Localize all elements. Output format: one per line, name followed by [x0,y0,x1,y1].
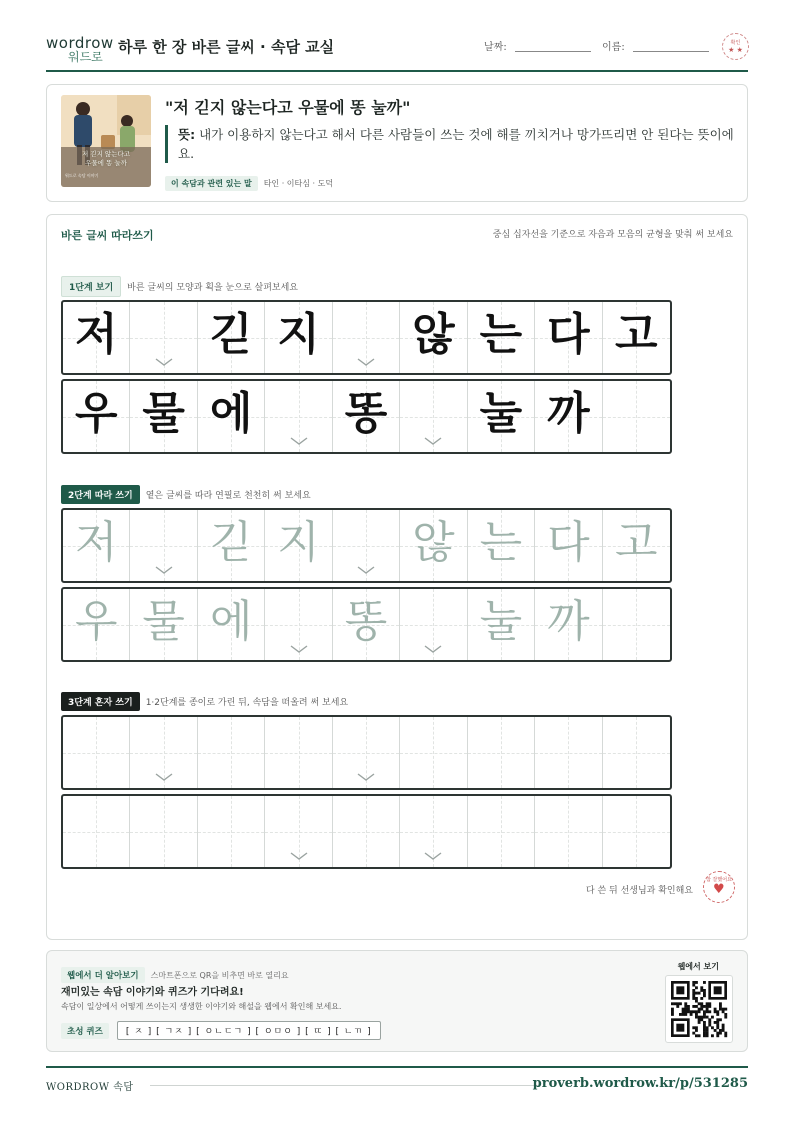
step-3-row-2[interactable] [61,794,672,869]
logo-wordmark: wordrow [46,34,114,52]
well-done-stamp-icon [703,871,735,903]
grid-cell[interactable] [265,589,332,660]
grid-cell[interactable] [333,589,400,660]
grid-cell[interactable] [400,717,467,788]
check-stamp-icon [722,33,749,60]
grid-cell[interactable] [400,589,467,660]
guide-horizontal [130,832,196,833]
related-words: 타인 · 이타심 · 도덕 [263,179,334,188]
model-letter: 지 [277,309,320,360]
grid-cell[interactable] [63,796,130,867]
guide-horizontal [535,832,601,833]
guide-horizontal [468,832,534,833]
wordrow-logo [46,34,114,64]
grid-cell[interactable] [603,717,670,788]
trace-letter: 저 [74,517,118,568]
guide-horizontal [468,753,534,754]
step-3-desc: 1·2단계를 종이로 가린 뒤, 속담을 떠올려 써 보세요 [145,698,349,708]
meaning-text [178,125,735,163]
model-letter: 에 [209,388,253,439]
grid-cell [603,381,670,452]
space-marker-icon [424,852,442,861]
grid-cell [63,302,130,373]
model-letter: 다 [547,309,590,360]
guide-horizontal [333,546,399,547]
trace-letter: 지 [277,517,320,568]
web-sub: 스마트폰으로 QR을 비추면 바로 열리요 [150,971,289,980]
step-1-row-1 [61,300,672,375]
grid-cell[interactable] [63,717,130,788]
proverb-text: "저 긷지 않는다고 우물에 똥 눌까" [165,98,411,117]
space-marker-icon [155,358,173,367]
logo-korean: 워드로 [68,50,103,64]
guide-horizontal [63,753,129,754]
illustration-caption: 저 긷지 않는다고 우물에 똥 눌까 [81,150,131,167]
stamp-label: 확인 [730,40,741,46]
step-2-desc: 옅은 글씨를 따라 연필로 천천히 써 보세요 [145,491,311,501]
space-marker-icon [155,566,173,575]
grid-cell[interactable] [130,717,197,788]
step-2-row-1[interactable] [61,508,672,583]
page-title: 하루 한 장 바른 글씨 · 속담 교실 [118,38,335,56]
grid-cell[interactable] [130,510,197,581]
grid-cell[interactable] [603,510,670,581]
qr-code-icon [666,976,732,1042]
name-input-line[interactable] [633,42,709,52]
space-marker-icon [357,773,375,782]
guide-horizontal [265,417,331,418]
heart-icon: ♥ [713,882,725,897]
model-letter: 똥 [344,388,388,439]
grid-cell[interactable] [535,510,602,581]
web-headline: 재미있는 속담 이야기와 퀴즈가 기다려요! [61,987,244,998]
grid-cell [400,302,467,373]
guide-horizontal [198,753,264,754]
web-tag-row [61,963,289,983]
web-tag: 웹에서 더 알아보기 [61,967,145,983]
grid-cell[interactable] [333,717,400,788]
space-marker-icon [290,645,308,654]
guide-horizontal [400,625,466,626]
step-1-row-2 [61,379,672,454]
grid-cell [198,302,265,373]
grid-cell [535,302,602,373]
web-body: 속담이 일상에서 어떻게 쓰이는지 생생한 이야기와 해설을 웹에서 확인해 보세요. [61,1002,342,1011]
model-letter: 저 [74,309,118,360]
name-label: 이름: [602,42,625,53]
page-header [46,30,748,72]
model-letter: 우 [74,388,118,439]
model-letter: 까 [547,388,590,439]
grid-cell[interactable] [400,796,467,867]
grid-cell [198,381,265,452]
model-letter: 는 [479,309,523,360]
trace-letter: 다 [547,517,590,568]
grid-cell[interactable] [468,717,535,788]
guide-horizontal [63,832,129,833]
qr-label: 웹에서 보기 [677,962,719,971]
guide-horizontal [130,753,196,754]
grid-cell[interactable] [603,796,670,867]
svg-text:★ ★: ★ ★ [728,46,743,54]
space-marker-icon [290,852,308,861]
trace-letter: 눌 [479,596,523,647]
guide-horizontal [333,832,399,833]
guide-horizontal [400,753,466,754]
grid-cell[interactable] [265,717,332,788]
practice-title: 바른 글씨 따라쓰기 [61,229,154,242]
trace-letter: 긷 [209,517,253,568]
grid-cell [400,381,467,452]
grid-cell [535,381,602,452]
grid-cell[interactable] [63,589,130,660]
grid-cell[interactable] [130,796,197,867]
step-3-row-1[interactable] [61,715,672,790]
step-2-header [61,485,311,504]
grid-cell[interactable] [400,510,467,581]
qr-code[interactable] [665,975,733,1043]
name-field[interactable] [602,38,709,53]
grid-cell[interactable] [265,510,332,581]
grid-cell [130,381,197,452]
grid-cell[interactable] [198,589,265,660]
web-section [46,950,748,1052]
stamp-star-icon [722,33,749,60]
trace-letter: 않 [412,517,455,568]
grid-cell[interactable] [130,589,197,660]
chosung-quiz [61,1021,381,1040]
practice-section [46,214,748,940]
illustration-subcaption: 워드로 속담 이야기 [65,173,99,178]
well-done-stamp-label: 참 잘했어요 [706,877,732,883]
space-marker-icon [424,645,442,654]
guide-horizontal [603,417,670,418]
space-marker-icon [357,358,375,367]
grid-cell[interactable] [468,589,535,660]
grid-cell [130,302,197,373]
guide-horizontal [265,625,331,626]
grid-cell [63,381,130,452]
guide-horizontal [603,753,670,754]
trace-letter: 물 [142,596,185,647]
trace-letter: 똥 [344,596,388,647]
trace-letter: 는 [479,517,523,568]
date-label: 날짜: [484,42,507,53]
step-2-row-2[interactable] [61,587,672,662]
page-footer [46,1066,748,1096]
model-letter: 않 [412,309,455,360]
meaning-body: 내가 이용하지 않는다고 해서 다른 사람들이 쓰는 것에 해를 끼치거나 망가뜨리면 안 된다는 뜻이에요. [178,127,734,161]
guide-horizontal [400,417,466,418]
quiz-hint-box: [ ㅈ ] [ ㄱㅈ ] [ ㅇㄴㄷㄱ ] [ ㅇㅁㅇ ] [ ㄸ ] [ ㄴㄲ ] [117,1021,381,1040]
date-field[interactable] [484,38,591,53]
guide-horizontal [265,753,331,754]
quiz-label: 초성 퀴즈 [61,1023,109,1039]
trace-letter: 고 [615,517,658,568]
meaning-label: 뜻: [178,127,196,142]
guide-horizontal [130,546,196,547]
grid-cell [603,302,670,373]
grid-cell [265,302,332,373]
model-letter: 물 [142,388,185,439]
proverb-card [46,84,748,202]
space-marker-icon [357,566,375,575]
grid-cell[interactable] [535,589,602,660]
guide-horizontal [333,338,399,339]
model-letter: 눌 [479,388,523,439]
check-text: 다 쓴 뒤 선생님과 확인해요 [585,886,693,896]
step-1-desc: 바른 글씨의 모양과 획을 눈으로 살펴보세요 [127,283,298,293]
practice-note: 중심 십자선을 기준으로 자음과 모음의 균형을 맞춰 써 보세요 [492,230,733,240]
grid-cell[interactable] [265,796,332,867]
step-2-badge: 2단계 따라 쓰기 [61,485,140,504]
date-input-line[interactable] [515,42,591,52]
guide-horizontal [603,832,670,833]
grid-cell[interactable] [535,717,602,788]
guide-horizontal [198,832,264,833]
model-letter: 고 [615,309,658,360]
grid-cell[interactable] [63,510,130,581]
footer-brand: WORDROW 속담 [46,1082,134,1093]
guide-horizontal [130,338,196,339]
trace-letter: 까 [547,596,590,647]
trace-letter: 에 [209,596,253,647]
grid-cell [333,302,400,373]
related-words-row [165,176,333,191]
step-1-header [61,276,298,297]
guide-horizontal [333,753,399,754]
space-marker-icon [290,437,308,446]
grid-cell[interactable] [333,510,400,581]
grid-cell[interactable] [198,796,265,867]
grid-cell [468,381,535,452]
grid-cell [333,381,400,452]
step-3-badge: 3단계 혼자 쓰기 [61,692,140,711]
grid-cell[interactable] [603,589,670,660]
guide-horizontal [603,625,670,626]
grid-cell [265,381,332,452]
proverb-illustration [61,95,151,187]
footer-url[interactable]: proverb.wordrow.kr/p/531285 [532,1076,748,1091]
grid-cell[interactable] [333,796,400,867]
guide-horizontal [535,753,601,754]
grid-cell[interactable] [535,796,602,867]
guide-horizontal [400,832,466,833]
step-3-header [61,692,348,711]
space-marker-icon [424,437,442,446]
model-letter: 긷 [209,309,253,360]
grid-cell [468,302,535,373]
step-1-badge: 1단계 보기 [61,276,121,297]
meaning-box [165,125,735,163]
grid-cell[interactable] [198,510,265,581]
guide-horizontal [265,832,331,833]
grid-cell[interactable] [468,510,535,581]
footer-rule [150,1085,538,1086]
trace-letter: 우 [74,596,118,647]
space-marker-icon [155,773,173,782]
related-tag: 이 속담과 관련 있는 말 [165,176,258,191]
grid-cell[interactable] [468,796,535,867]
grid-cell[interactable] [198,717,265,788]
